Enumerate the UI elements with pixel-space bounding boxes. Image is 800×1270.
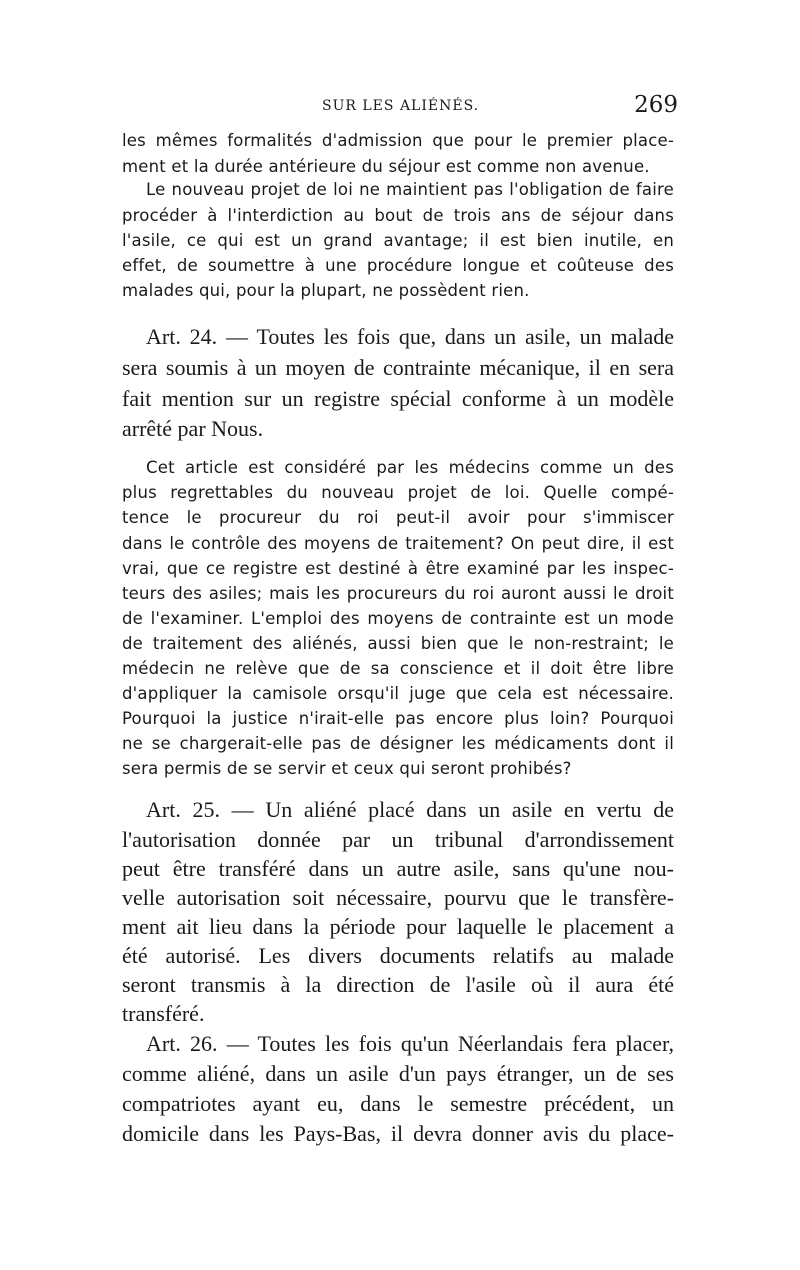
text-line: seront transmis à la direction de l'asile où il aura été	[122, 972, 674, 997]
text-line: vrai, que ce registre est destiné à être examiné par les inspec-	[122, 559, 674, 578]
text-line: dans le contrôle des moyens de traitement? On peut dire, il est	[122, 534, 674, 553]
text-line: compatriotes ayant eu, dans le semestre précédent, un	[122, 1091, 674, 1116]
text-line: effet, de soumettre à une procédure longue et coûteuse des	[122, 256, 674, 275]
text-line: fait mention sur un registre spécial conforme à un modèle	[122, 386, 674, 411]
text-line: velle autorisation soit nécessaire, pourvu que le transfère-	[122, 885, 674, 910]
text-line: les mêmes formalités d'admission que pour le premier place-	[122, 131, 674, 150]
text-line: procéder à l'interdiction au bout de trois ans de séjour dans	[122, 206, 674, 225]
text-line: comme aliéné, dans un asile d'un pays étranger, un de ses	[122, 1061, 674, 1086]
text-line: l'asile, ce qui est un grand avantage; il est bien inutile, en	[122, 231, 674, 250]
text-line: malades qui, pour la plupart, ne possèdent rien.	[122, 281, 530, 300]
text-line: ment et la durée antérieure du séjour est comme non avenue.	[122, 157, 650, 176]
text-line: de l'examiner. L'emploi des moyens de contrainte est un mode	[122, 609, 674, 628]
text-line: teurs des asiles; mais les procureurs du roi auront aussi le droit	[122, 584, 674, 603]
text-line: Le nouveau projet de loi ne maintient pas l'obligation de faire	[146, 180, 674, 199]
text-line: de traitement des aliénés, aussi bien que le non-restraint; le	[122, 634, 674, 653]
text-line: Art. 24. — Toutes les fois que, dans un asile, un malade	[146, 324, 674, 349]
text-line: tence le procureur du roi peut-il avoir pour s'immiscer	[122, 508, 674, 527]
text-line: arrêté par Nous.	[122, 416, 264, 441]
text-line: médecin ne relève que de sa conscience et il doit être libre	[122, 659, 674, 678]
running-title: SUR LES ALIÉNÉS.	[322, 98, 480, 114]
text-line: Art. 25. — Un aliéné placé dans un asile en vertu de	[146, 797, 674, 822]
text-line: l'autorisation donnée par un tribunal d'arrondissement	[122, 827, 674, 852]
text-line: transféré.	[122, 1001, 205, 1026]
text-line: sera soumis à un moyen de contrainte mécanique, il en sera	[122, 355, 674, 380]
text-line: peut être transféré dans un autre asile, sans qu'une nou-	[122, 856, 674, 881]
text-line: Art. 26. — Toutes les fois qu'un Néerlandais fera placer,	[146, 1031, 674, 1056]
text-line: d'appliquer la camisole orsqu'il juge que cela est nécessaire.	[122, 684, 674, 703]
text-line: ne se chargerait-elle pas de désigner les médicaments dont il	[122, 734, 674, 753]
text-line: Cet article est considéré par les médecins comme un des	[146, 458, 674, 477]
text-line: domicile dans les Pays-Bas, il devra donner avis du place-	[122, 1121, 674, 1146]
text-line: plus regrettables du nouveau projet de loi. Quelle compé-	[122, 483, 674, 502]
running-header	[122, 92, 678, 122]
text-line: été autorisé. Les divers documents relatifs au malade	[122, 943, 674, 968]
text-line: sera permis de se servir et ceux qui seront prohibés?	[122, 759, 572, 778]
page-number: 269	[634, 92, 678, 118]
text-line: ment ait lieu dans la période pour laquelle le placement a	[122, 914, 674, 939]
text-line: Pourquoi la justice n'irait-elle pas encore plus loin? Pourquoi	[122, 709, 674, 728]
